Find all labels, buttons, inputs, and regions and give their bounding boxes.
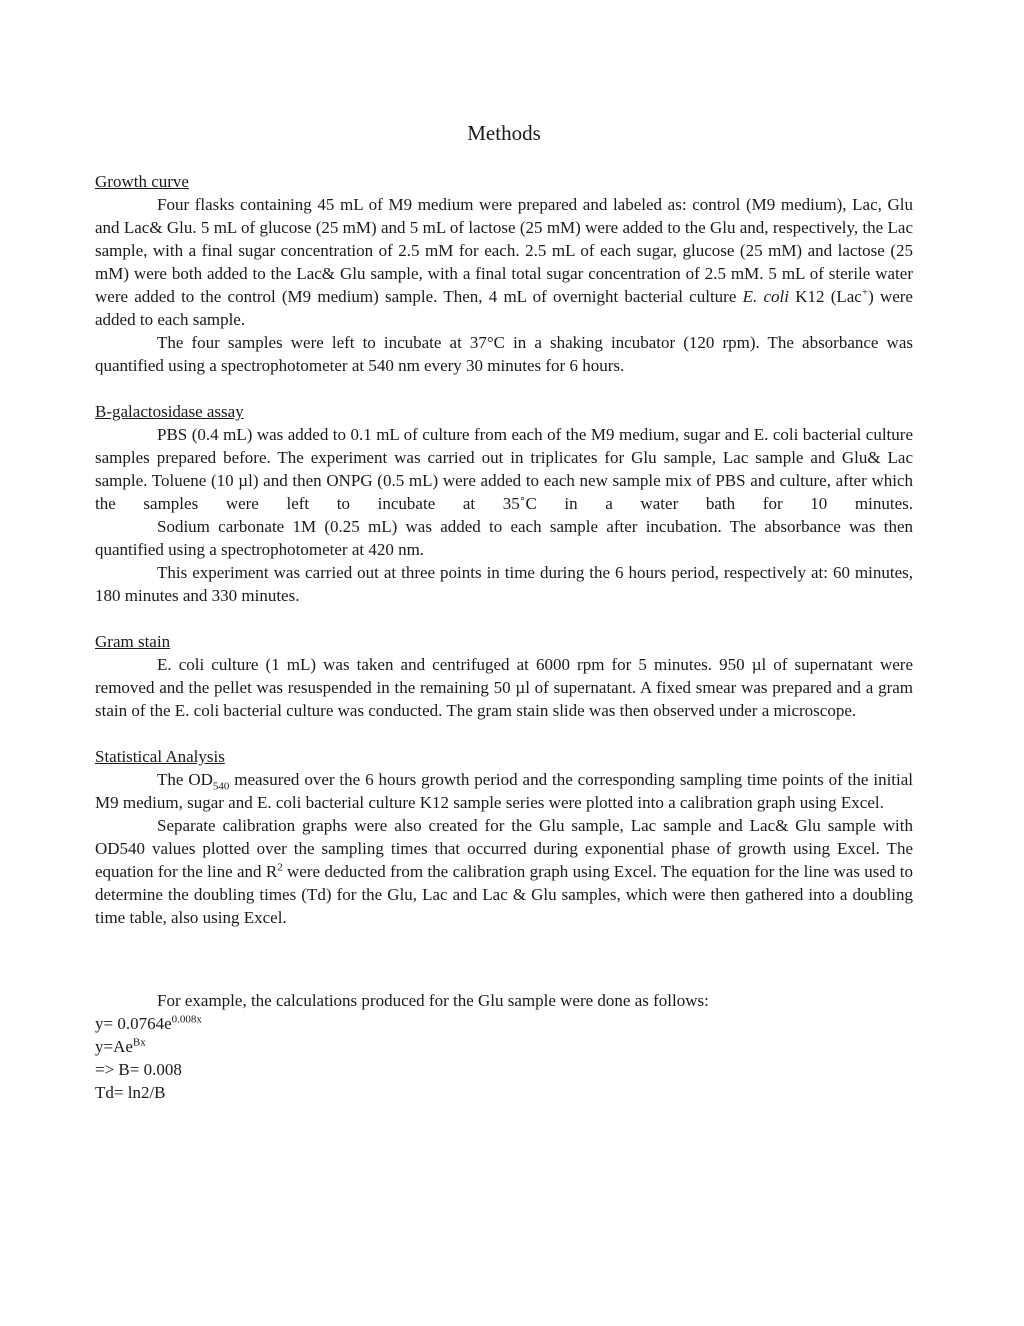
paragraph: For example, the calculations produced for the Glu sample were done as follows:: [157, 991, 709, 1010]
page-title: Methods: [467, 121, 541, 145]
section-statistical-analysis: [95, 745, 913, 929]
section-heading: Statistical Analysis: [95, 747, 225, 766]
section-heading: Growth curve: [95, 172, 189, 191]
equation: $y=Ae^{Bx}$: [95, 1036, 146, 1056]
paragraph: This experiment was carried out at three points in time during the 6 hours period, respectively at: 60 minutes, 180 minutes and 330 minutes.: [95, 563, 913, 605]
paragraph: The four samples were left to incubate at 37°C in a shaking incubator (120 rpm). The absorbance was quantified using a spectrophotometer at 540 nm every 30 minutes for 6 hours.: [95, 333, 913, 375]
paragraph: PBS (0.4 mL) was added to 0.1 mL of culture from each of the M9 medium, sugar and E. coli bacterial culture samples prepared before. The experiment was carried out in triplicates for Glu sample, Lac sample and Glu& Lac sample. Toluene (10 µl) and then ONPG (0.5 mL) were added to each new sample mix of PBS and culture, after which the samples were left to incubate at 35˚C in a water bath for 10 minutes.: [95, 425, 913, 513]
equation: Td= ln2/B: [95, 1083, 166, 1102]
example-calculation: [95, 989, 913, 1104]
equation: $y= 0.0764e^{0.008x}$: [95, 1013, 202, 1033]
section-heading: B-galactosidase assay: [95, 402, 244, 421]
section-gram-stain: [95, 630, 913, 722]
paragraph: The $OD_{540}$ measured over the 6 hours growth period and the corresponding sampling time points of the initial M9 medium, sugar and E. coli bacterial culture K12 sample series were plotted into a calibration graph using Excel.: [95, 770, 914, 812]
section-growth-curve: [95, 170, 913, 377]
document-page: [95, 118, 913, 1104]
equation: => B= 0.008: [95, 1060, 182, 1079]
section-bgal-assay: [95, 400, 913, 607]
paragraph: E. coli culture (1 mL) was taken and centrifuged at 6000 rpm for 5 minutes. 950 µl of supernatant were removed and the pellet was resuspended in the remaining 50 µl of supernatant. A fixed smear was prepared and a gram stain of the E. coli bacterial culture was conducted. The gram stain slide was then observed under a microscope.: [95, 655, 913, 720]
paragraph: Sodium carbonate 1M (0.25 mL) was added to each sample after incubation. The absorbance was then quantified using a spectrophotometer at 420 nm.: [95, 517, 913, 559]
paragraph: Separate calibration graphs were also created for the Glu sample, Lac sample and Lac& Glu sample with OD540 values plotted over the sampling times that occurred during exponential phase of growth using Excel. The equation for the line and $R^2$ were deducted from the calibration graph using Excel. The equation for the line was used to determine the doubling times (Td) for the Glu, Lac and Lac & Glu samples, which were then gathered into a doubling time table, also using Excel.: [95, 816, 913, 927]
section-heading: Gram stain: [95, 632, 171, 651]
paragraph: Four flasks containing 45 mL of M9 medium were prepared and labeled as: control (M9 medium), Lac, Glu and Lac& Glu. 5 mL of glucose (25 mM) and 5 mL of lactose (25 mM) were added to the Glu and, respectively, the Lac sample, with a final sugar concentration of 2.5 mM for each. 2.5 mL of each sugar, glucose (25 mM) and lactose (25 mM) were both added to the Lac& Glu sample, with a final total sugar concentration of 2.5 mM. 5 mL of sterile water were added to the control (M9 medium) sample. Then, 4 mL of overnight bacterial culture E. coli K12 (Lac+) were added to each sample.: [95, 195, 913, 329]
